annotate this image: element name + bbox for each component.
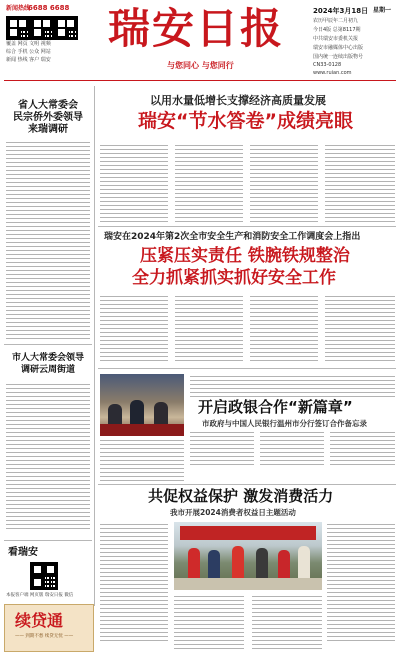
promo-qr-code[interactable] xyxy=(30,562,58,590)
lead-kicker: 以用水量低增长支撑经济高质量发展 xyxy=(150,94,326,107)
lead-separator xyxy=(98,226,396,227)
consumer-event-photo xyxy=(174,522,322,590)
bank-signing-photo xyxy=(100,374,184,436)
bank-body-top-right xyxy=(190,376,395,400)
qr-code-left[interactable] xyxy=(6,16,30,40)
left-story-body xyxy=(6,142,90,342)
consumer-col-1 xyxy=(100,524,168,644)
left-story-separator xyxy=(4,344,92,345)
publisher-2: 瑞安市融媒体中心出版 xyxy=(313,45,364,51)
safety-col-1 xyxy=(100,296,168,364)
qr-code-middle[interactable] xyxy=(30,16,54,40)
website[interactable]: www.ruian.com xyxy=(313,70,352,76)
promo-ad-title: 续贷通 xyxy=(15,611,64,630)
masthead-rule xyxy=(4,80,396,81)
hotline-label: 新闻热线 xyxy=(6,5,31,12)
bank-col-3 xyxy=(260,432,324,468)
publisher: 中共瑞安市委机关报 xyxy=(313,36,359,42)
lead-headline: 瑞安“节水答卷”成绩亮眼 xyxy=(138,110,353,132)
lead-col-2 xyxy=(175,145,243,225)
bank-col-2 xyxy=(190,432,254,468)
consumer-col-3 xyxy=(252,596,322,652)
masthead xyxy=(0,0,400,90)
promo-label: 看瑞安 xyxy=(8,547,38,558)
app-links-row-3: 新闻 热线 客户 瑞安 xyxy=(6,57,51,63)
lead-col-1 xyxy=(100,145,168,225)
safety-col-2 xyxy=(175,296,243,364)
left-story-headline-line-3: 来瑞调研 xyxy=(28,124,68,135)
safety-col-3 xyxy=(250,296,318,364)
app-links-row-2: 综合 手机 公众 网站 xyxy=(6,49,51,55)
promo-separator xyxy=(4,540,92,541)
left-story2-headline xyxy=(4,352,92,376)
bank-separator xyxy=(98,484,396,485)
bank-headline: 开启政银合作“新篇章” xyxy=(198,398,353,416)
left-column-divider xyxy=(94,86,95,606)
safety-headline-line-1: 压紧压实责任 铁腕铁规整治 xyxy=(140,246,350,266)
issue-weekday: 星期一 xyxy=(373,7,392,14)
cn-number-code: CN33-0128 xyxy=(313,62,342,68)
promo-ad-banner[interactable] xyxy=(4,604,94,652)
consumer-col-2 xyxy=(174,596,244,652)
consumer-headline: 共促权益保护 激发消费活力 xyxy=(148,487,334,505)
bank-subhead: 市政府与中国人民银行温州市分行签订合作备忘录 xyxy=(202,419,367,428)
hotline-number: 6688 6688 xyxy=(28,4,70,12)
lunar-date: 农历甲辰年二月初九 xyxy=(313,18,359,24)
left-story-headline-line-2: 民宗侨外委领导 xyxy=(13,112,83,123)
bank-col-4 xyxy=(330,432,395,468)
edition-info: 今日4版 总第8117期 xyxy=(313,27,361,33)
left-story-headline-line-1: 省人大常委会 xyxy=(18,100,78,111)
left-story-headline xyxy=(4,100,92,136)
qr-code-right[interactable] xyxy=(54,16,78,40)
lead-col-3 xyxy=(250,145,318,225)
left-story2-headline-line-2: 调研云周街道 xyxy=(20,365,75,375)
consumer-col-4 xyxy=(327,524,395,644)
slogan: 与您同心 与您同行 xyxy=(167,61,234,70)
safety-kicker: 瑞安在2024年第2次全市安全生产和消防安全工作调度会上指出 xyxy=(104,232,361,242)
cn-number-label: 国内统一连续出版物号 xyxy=(313,54,364,60)
app-links-row-1: 覆盖 网页 文明 视频 xyxy=(6,41,51,47)
promo-links: 本报客户端 网页版 瑞安日报 微信 xyxy=(6,593,74,598)
safety-col-4 xyxy=(325,296,395,364)
consumer-subhead: 我市开展2024消费者权益日主题活动 xyxy=(170,508,296,517)
safety-separator xyxy=(98,368,396,369)
bank-body-left xyxy=(100,440,184,484)
promo-ad-subtitle: —— 到期不愁 续贷无忧 —— xyxy=(15,634,74,639)
lead-col-4 xyxy=(325,145,395,225)
issue-date: 2024年3月18日 xyxy=(313,7,369,15)
safety-headline-line-2: 全力抓紧抓实抓好安全工作 xyxy=(132,268,336,288)
newspaper-title: 瑞安日报 xyxy=(108,4,285,53)
left-story2-headline-line-1: 市人大常委会领导 xyxy=(11,353,84,363)
left-story2-body xyxy=(6,384,90,532)
